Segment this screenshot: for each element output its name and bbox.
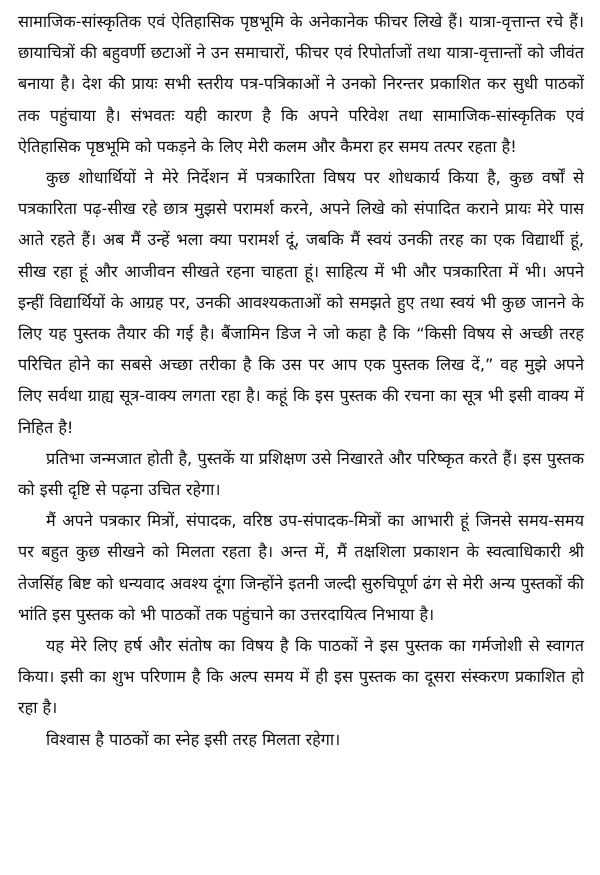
paragraph-3: प्रतिभा जन्मजात होती है, पुस्तकें या प्रशिक्षण उसे निखारते और परिष्कृत करते हैं। इस पुस्तक को इसी दृष्टि से पढ़ना उचित रहेगा। [18, 448, 584, 500]
paragraph-6: विश्वास है पाठकों का स्नेह इसी तरह मिलता रहेगा। [46, 729, 341, 749]
document-page [18, 6, 584, 866]
paragraph-2: कुछ शोधार्थियों ने मेरे निर्देशन में पत्रकारिता विषय पर शोधकार्य किया है, कुछ वर्षों से पत्रकारिता पढ़-सीख रहे छात्र मुझसे परामर्श करने, अपने लिखे को संपादित कराने प्रायः मेरे पास आते रहते हैं। अब मैं उन्हें भला क्या परामर्श दूं, जबकि मैं स्वयं उनकी तरह का एक विद्यार्थी हूं, सीख रहा हूं और आजीवन सीखते रहना चाहता हूं। साहित्य में भी और पत्रकारिता में भी। अपने इन्हीं विद्यार्थियों के आग्रह पर, उनकी आवश्यकताओं को समझते हुए तथा स्वयं भी कुछ जानने के लिए यह पुस्तक तैयार की गई है। बैंजामिन डिज ने जो कहा है कि “किसी विषय से अच्छी तरह परिचित होने का सबसे अच्छा तरीका है कि उस पर आप एक पुस्तक लिख दें,” वह मुझे अपने लिए सर्वथा ग्राह्य सूत्र-वाक्य लगता रहा है। कहूं कि इस पुस्तक की रचना का सूत्र भी इसी वाक्य में निहित है! [18, 168, 584, 437]
paragraph-5: यह मेरे लिए हर्ष और संतोष का विषय है कि पाठकों ने इस पुस्तक का गर्मजोशी से स्वागत किया। इसी का शुभ परिणाम है कि अल्प समय में ही इस पुस्तक का दूसरा संस्करण प्रकाशित हो रहा है। [18, 636, 584, 718]
paragraph-1: सामाजिक-सांस्कृतिक एवं ऐतिहासिक पृष्ठभूमि के अनेकानेक फीचर लिखे हैं। यात्रा-वृत्तान्त रचे हैं। छायाचित्रों की बहुवर्णी छटाओं ने उन समाचारों, फीचर एवं रिपोर्ताजों तथा यात्रा-वृत्तान्तों को जीवंत बनाया है। देश की प्रायः सभी स्तरीय पत्र-पत्रिकाओं ने उनको निरन्तर प्रकाशित कर सुधी पाठकों तक पहुंचाया है। संभवतः यही कारण है कि अपने परिवेश तथा सामाजिक-सांस्कृतिक एवं ऐतिहासिक पृष्ठभूमि को पकड़ने के लिए मेरी कलम और कैमरा हर समय तत्पर रहता है! [18, 12, 584, 156]
paragraph-4: मैं अपने पत्रकार मित्रों, संपादक, वरिष्ठ उप-संपादक-मित्रों का आभारी हूं जिनसे समय-समय पर बहुत कुछ सीखने को मिलता रहता है। अन्त में, मैं तक्षशिला प्रकाशन के स्वत्वाधिकारी श्री तेजसिंह बिष्ट को धन्यवाद अवश्य दूंगा जिन्होंने इतनी जल्दी सुरुचिपूर्ण ढंग से मेरी अन्य पुस्तकों की भांति इस पुस्तक को भी पाठकों तक पहुंचाने का उत्तरदायित्व निभाया है। [18, 511, 584, 624]
